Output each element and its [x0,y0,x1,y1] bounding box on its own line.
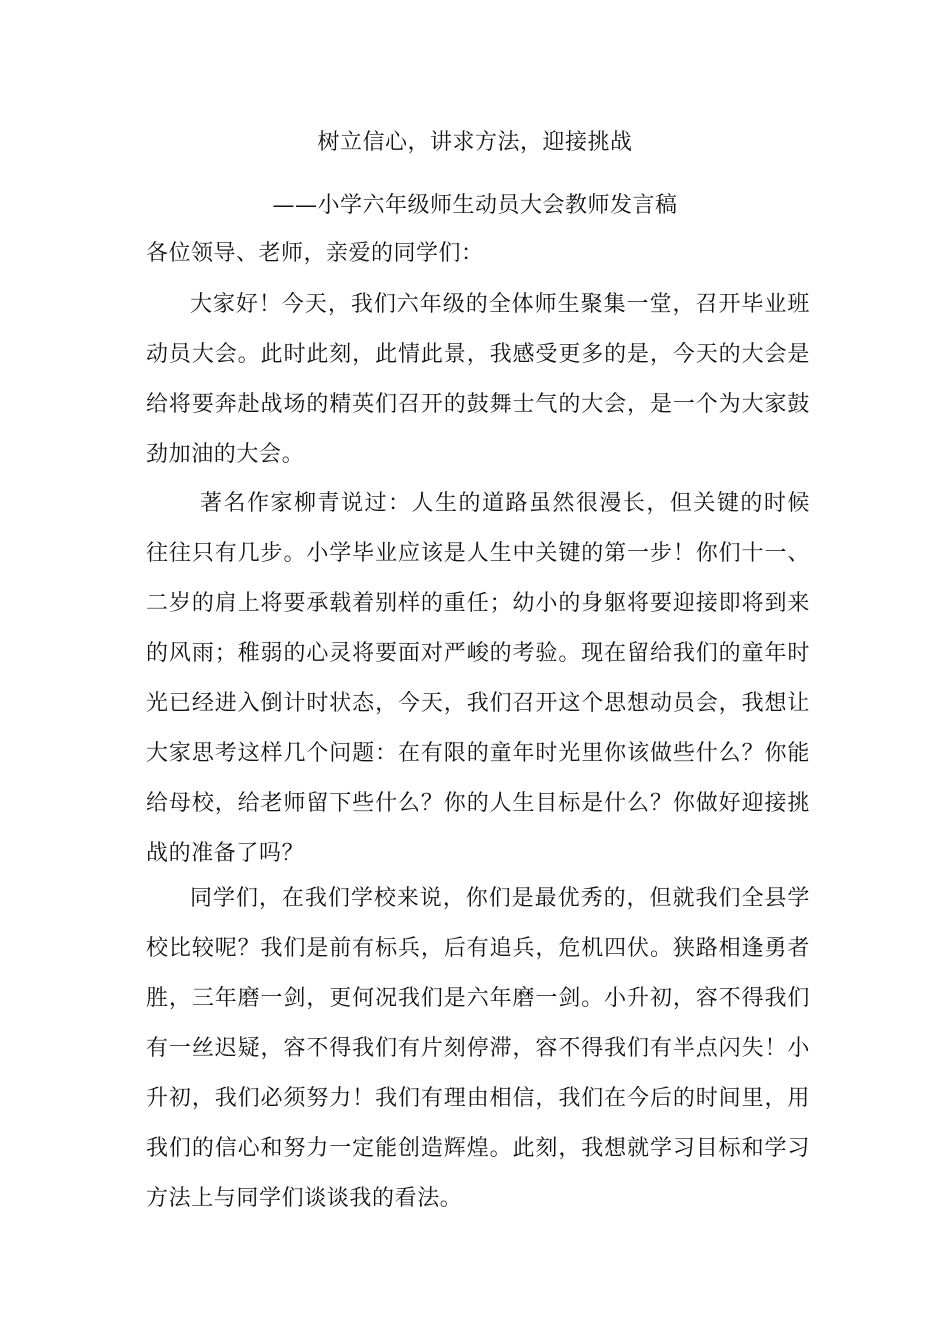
salutation: 各位领导、老师，亲爱的同学们： [146,241,484,266]
paragraph-greeting: 大家好！今天，我们六年级的全体师生聚集一堂，召开毕业班动员大会。此时此刻，此情此景，我感受更多的是，今天的大会是给将要奔赴战场的精英们召开的鼓舞士气的大会，是一个为大家鼓劲加油的大会。 [146,292,810,467]
document-title: 树立信心，讲求方法，迎接挑战 [317,130,633,155]
document-subtitle: ——小学六年级师生动员大会教师发言稿 [272,193,678,218]
paragraph-challenge: 同学们，在我们学校来说，你们是最优秀的，但就我们全县学校比较呢？我们是前有标兵，后有追兵，危机四伏。狭路相逢勇者胜，三年磨一剑，更何况我们是六年磨一剑。小升初，容不得我们有一丝迟疑，容不得我们有片刻停滞，容不得我们有半点闪失！小升初，我们必须努力！我们有理由相信，我们在今后的时间里，用我们的信心和努力一定能创造辉煌。此刻，我想就学习目标和学习方法上与同学们谈谈我的看法。 [146,886,810,1211]
paragraph-quote: 著名作家柳青说过：人生的道路虽然很漫长，但关键的时候往往只有几步。小学毕业应该是人生中关键的第一步！你们十一、二岁的肩上将要承载着别样的重任；幼小的身躯将要迎接即将到来的风雨；稚弱的心灵将要面对严峻的考验。现在留给我们的童年时光已经进入倒计时状态，今天，我们召开这个思想动员会，我想让大家思考这样几个问题：在有限的童年时光里你该做些什么？你能给母校，给老师留下些什么？你的人生目标是什么？你做好迎接挑战的准备了吗？ [146,491,810,866]
